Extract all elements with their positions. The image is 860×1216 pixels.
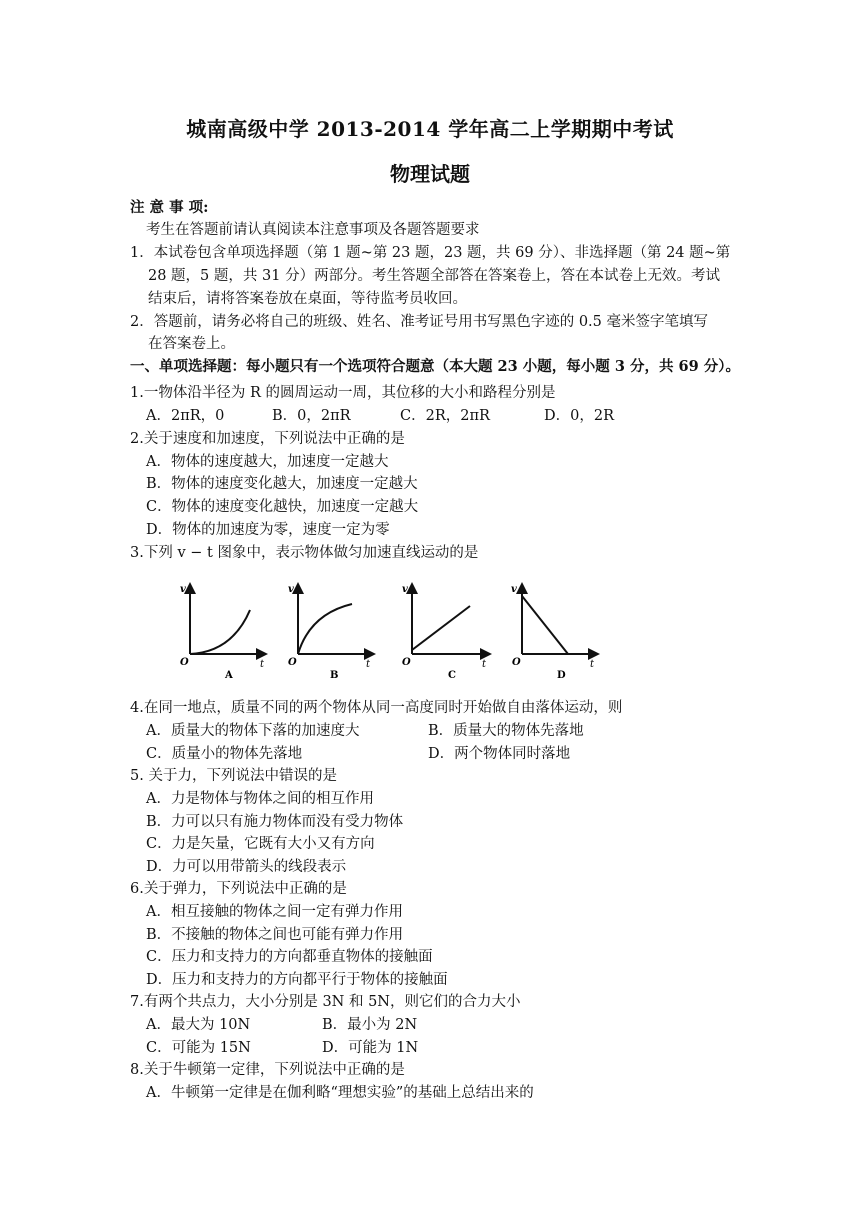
question-2-option-a: A．物体的速度越大，加速度一定越大 — [146, 454, 389, 470]
section-1-heading: 一、单项选择题：每小题只有一个选项符合题意（本大题 23 小题，每小题 3 分，共 69 分）。 — [130, 358, 740, 375]
question-1-option-b: B．0，2πR — [272, 408, 351, 424]
question-3-stem: 3.下列 v − t 图象中，表示物体做匀加速直线运动的是 — [130, 545, 479, 561]
question-4-option-d: D．两个物体同时落地 — [428, 746, 571, 762]
question-5-option-c: C．力是矢量，它既有大小又有方向 — [146, 836, 375, 852]
question-1-option-a: A．2πR，0 — [146, 408, 225, 424]
notice-item-1-line-1: 1．本试卷包含单项选择题（第 1 题~第 23 题，23 题，共 69 分）、非选择题（第 24 题~第 — [130, 245, 731, 261]
graph-b-y-label: v — [288, 584, 294, 595]
graph-a-origin: O — [180, 657, 189, 668]
question-5-stem: 5. 关于力，下列说法中错误的是 — [130, 768, 337, 784]
graph-d — [511, 584, 598, 681]
graph-d-x-label: t — [590, 659, 595, 670]
question-7-option-d: D．可能为 1N — [322, 1040, 419, 1056]
graph-c-x-label: t — [482, 659, 487, 670]
question-8-option-a: A．牛顿第一定律是在伽利略“理想实验”的基础上总结出来的 — [146, 1085, 534, 1101]
graph-c-label: C — [448, 670, 456, 681]
graph-c-origin: O — [402, 657, 411, 668]
graph-d-origin: O — [512, 657, 521, 668]
notice-item-1-line-3: 结束后，请将答案卷放在桌面，等待监考员收回。 — [148, 291, 467, 307]
question-2-option-c: C．物体的速度变化越快，加速度一定越大 — [146, 499, 419, 515]
question-6-option-d: D．压力和支持力的方向都平行于物体的接触面 — [146, 972, 448, 988]
graph-b — [288, 584, 374, 681]
question-1-stem: 1.一物体沿半径为 R 的圆周运动一周，其位移的大小和路程分别是 — [130, 385, 556, 401]
graph-a-y-label: v — [180, 584, 186, 595]
graph-b-label: B — [330, 670, 339, 681]
graph-b-origin: O — [288, 657, 297, 668]
question-7-option-c: C．可能为 15N — [146, 1040, 251, 1056]
question-7-option-a: A．最大为 10N — [146, 1017, 251, 1033]
question-6-option-c: C．压力和支持力的方向都垂直物体的接触面 — [146, 949, 433, 965]
exam-subtitle: 物理试题 — [390, 162, 470, 186]
notice-heading: 注 意 事 项: — [130, 199, 209, 216]
question-2-stem: 2.关于速度和加速度，下列说法中正确的是 — [130, 431, 405, 447]
question-2-option-d: D．物体的加速度为零，速度一定为零 — [146, 522, 390, 538]
graph-a-label: A — [225, 670, 233, 681]
graph-d-y-label: v — [511, 584, 517, 595]
question-2-option-b: B．物体的速度变化越大，加速度一定越大 — [146, 476, 418, 492]
graph-a — [180, 584, 266, 681]
graph-d-label: D — [557, 670, 566, 681]
question-5-option-d: D．力可以用带箭头的线段表示 — [146, 859, 347, 875]
question-6-stem: 6.关于弹力，下列说法中正确的是 — [130, 881, 347, 897]
exam-title: 城南高级中学 2013-2014 学年高二上学期期中考试 — [186, 117, 674, 141]
notice-item-1-line-2: 28 题，5 题，共 31 分）两部分。考生答题全部答在答案卷上，答在本试卷上无效。考试 — [148, 268, 721, 284]
question-5-option-b: B．力可以只有施力物体而没有受力物体 — [146, 814, 404, 830]
notice-intro: 考生在答题前请认真阅读本注意事项及各题答题要求 — [146, 222, 480, 238]
notice-item-2-line-1: 2．答题前，请务必将自己的班级、姓名、准考证号用书写黑色字迹的 0.5 毫米签字笔填写 — [130, 314, 708, 330]
graph-a-x-label: t — [260, 659, 265, 670]
question-7-stem: 7.有两个共点力，大小分别是 3N 和 5N，则它们的合力大小 — [130, 994, 521, 1010]
question-1-option-c: C．2R，2πR — [400, 408, 490, 424]
question-4-option-b: B．质量大的物体先落地 — [428, 723, 584, 739]
question-3-graphs — [170, 572, 610, 684]
question-6-option-a: A．相互接触的物体之间一定有弹力作用 — [146, 904, 403, 920]
question-8-stem: 8.关于牛顿第一定律，下列说法中正确的是 — [130, 1062, 405, 1078]
question-6-option-b: B．不接触的物体之间也可能有弹力作用 — [146, 927, 404, 943]
question-7-option-b: B．最小为 2N — [322, 1017, 418, 1033]
graph-c-y-label: v — [402, 584, 408, 595]
question-4-stem: 4.在同一地点，质量不同的两个物体从同一高度同时开始做自由落体运动，则 — [130, 700, 623, 716]
question-4-option-c: C．质量小的物体先落地 — [146, 746, 303, 762]
question-4-option-a: A．质量大的物体下落的加速度大 — [146, 723, 360, 739]
question-5-option-a: A．力是物体与物体之间的相互作用 — [146, 791, 374, 807]
notice-item-2-line-2: 在答案卷上。 — [148, 336, 235, 352]
question-1-option-d: D．0，2R — [544, 408, 614, 424]
graph-c — [402, 584, 490, 681]
graph-b-x-label: t — [366, 659, 371, 670]
